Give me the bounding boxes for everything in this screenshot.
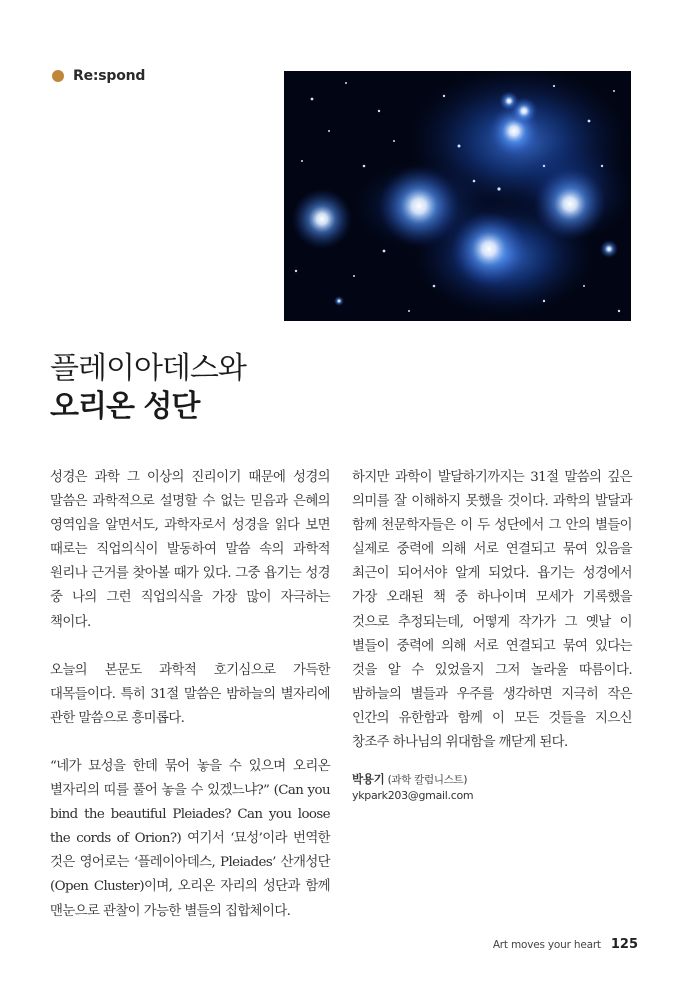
body-column-right <box>352 466 632 804</box>
body-column-left <box>50 466 330 948</box>
page-number: 125 <box>610 937 638 952</box>
paragraph: 하지만 과학이 발달하기까지는 31절 말씀의 깊은 의미를 잘 이해하지 못했을 것이다. 과학의 발달과 함께 천문학자들은 이 두 성단에서 그 안의 별들이 실제로 중력에 의해 서로 연결되고 묶여 있음을 최근이 되어서야 알게 되었다. 욥기는 성경에서 가장 오래된 책 중 하나이며 모세가 기록했을 것으로 추정되는데, 어떻게 작가가 그 옛날 이 별들이 중력에 의해 서로 연결되고 묶여 있다는 것을 알 수 있었을지 그저 놀라울 따름이다. 밤하늘의 별들과 우주를 생각하면 지극히 작은 인간의 유한함과 함께 이 모든 것들을 지으신 창조주 하나님의 위대함을 깨닫게 된다. <box>352 470 632 751</box>
footer-tagline: Art moves your heart <box>492 939 601 951</box>
title-line-1: 플레이아데스와 <box>50 351 246 386</box>
section-tag <box>52 68 145 84</box>
section-label: Re:spond <box>73 68 146 84</box>
paragraph: “네가 묘성을 한데 묶어 놓을 수 있으며 오리온 별자리의 띠를 풀어 놓을 수 있겠느냐?” (Can you bind the beautiful Pleiades? Can you loose the cords of Orion?) 여기서 ‘묘성’이라 번역한 것은 영어로는 ‘플레이아데스, Pleiades’ 산개성단(Open Cluster)이며, 오리온 자리의 성단과 함께 맨눈으로 관찰이 가능한 별들의 집합체이다. <box>50 758 330 919</box>
author-email: ykpark203@gmail.com <box>352 789 474 803</box>
author-role: (과학 칼럼니스트) <box>387 774 468 787</box>
title-line-2: 오리온 성단 <box>50 389 200 424</box>
pleiades-photo <box>284 71 631 321</box>
section-dot-icon <box>52 70 64 82</box>
article-title <box>50 350 246 426</box>
author-name: 박용기 <box>352 772 385 787</box>
page-footer <box>493 937 638 952</box>
star-cluster-image <box>284 71 631 321</box>
paragraph: 오늘의 본문도 과학적 호기심으로 가득한 대목들이다. 특히 31절 말씀은 밤하늘의 별자리에 관한 말씀으로 흥미롭다. <box>50 662 330 726</box>
byline <box>352 771 632 804</box>
paragraph: 성경은 과학 그 이상의 진리이기 때문에 성경의 말씀은 과학적으로 설명할 수 없는 믿음과 은혜의 영역임을 알면서도, 과학자로서 성경을 읽다 보면 때로는 직업의식이 발동하여 말씀 속의 과학적 원리나 근거를 찾아볼 때가 있다. 그중 욥기는 성경 중 나의 그런 직업의식을 가장 많이 자극하는 책이다. <box>50 470 330 630</box>
